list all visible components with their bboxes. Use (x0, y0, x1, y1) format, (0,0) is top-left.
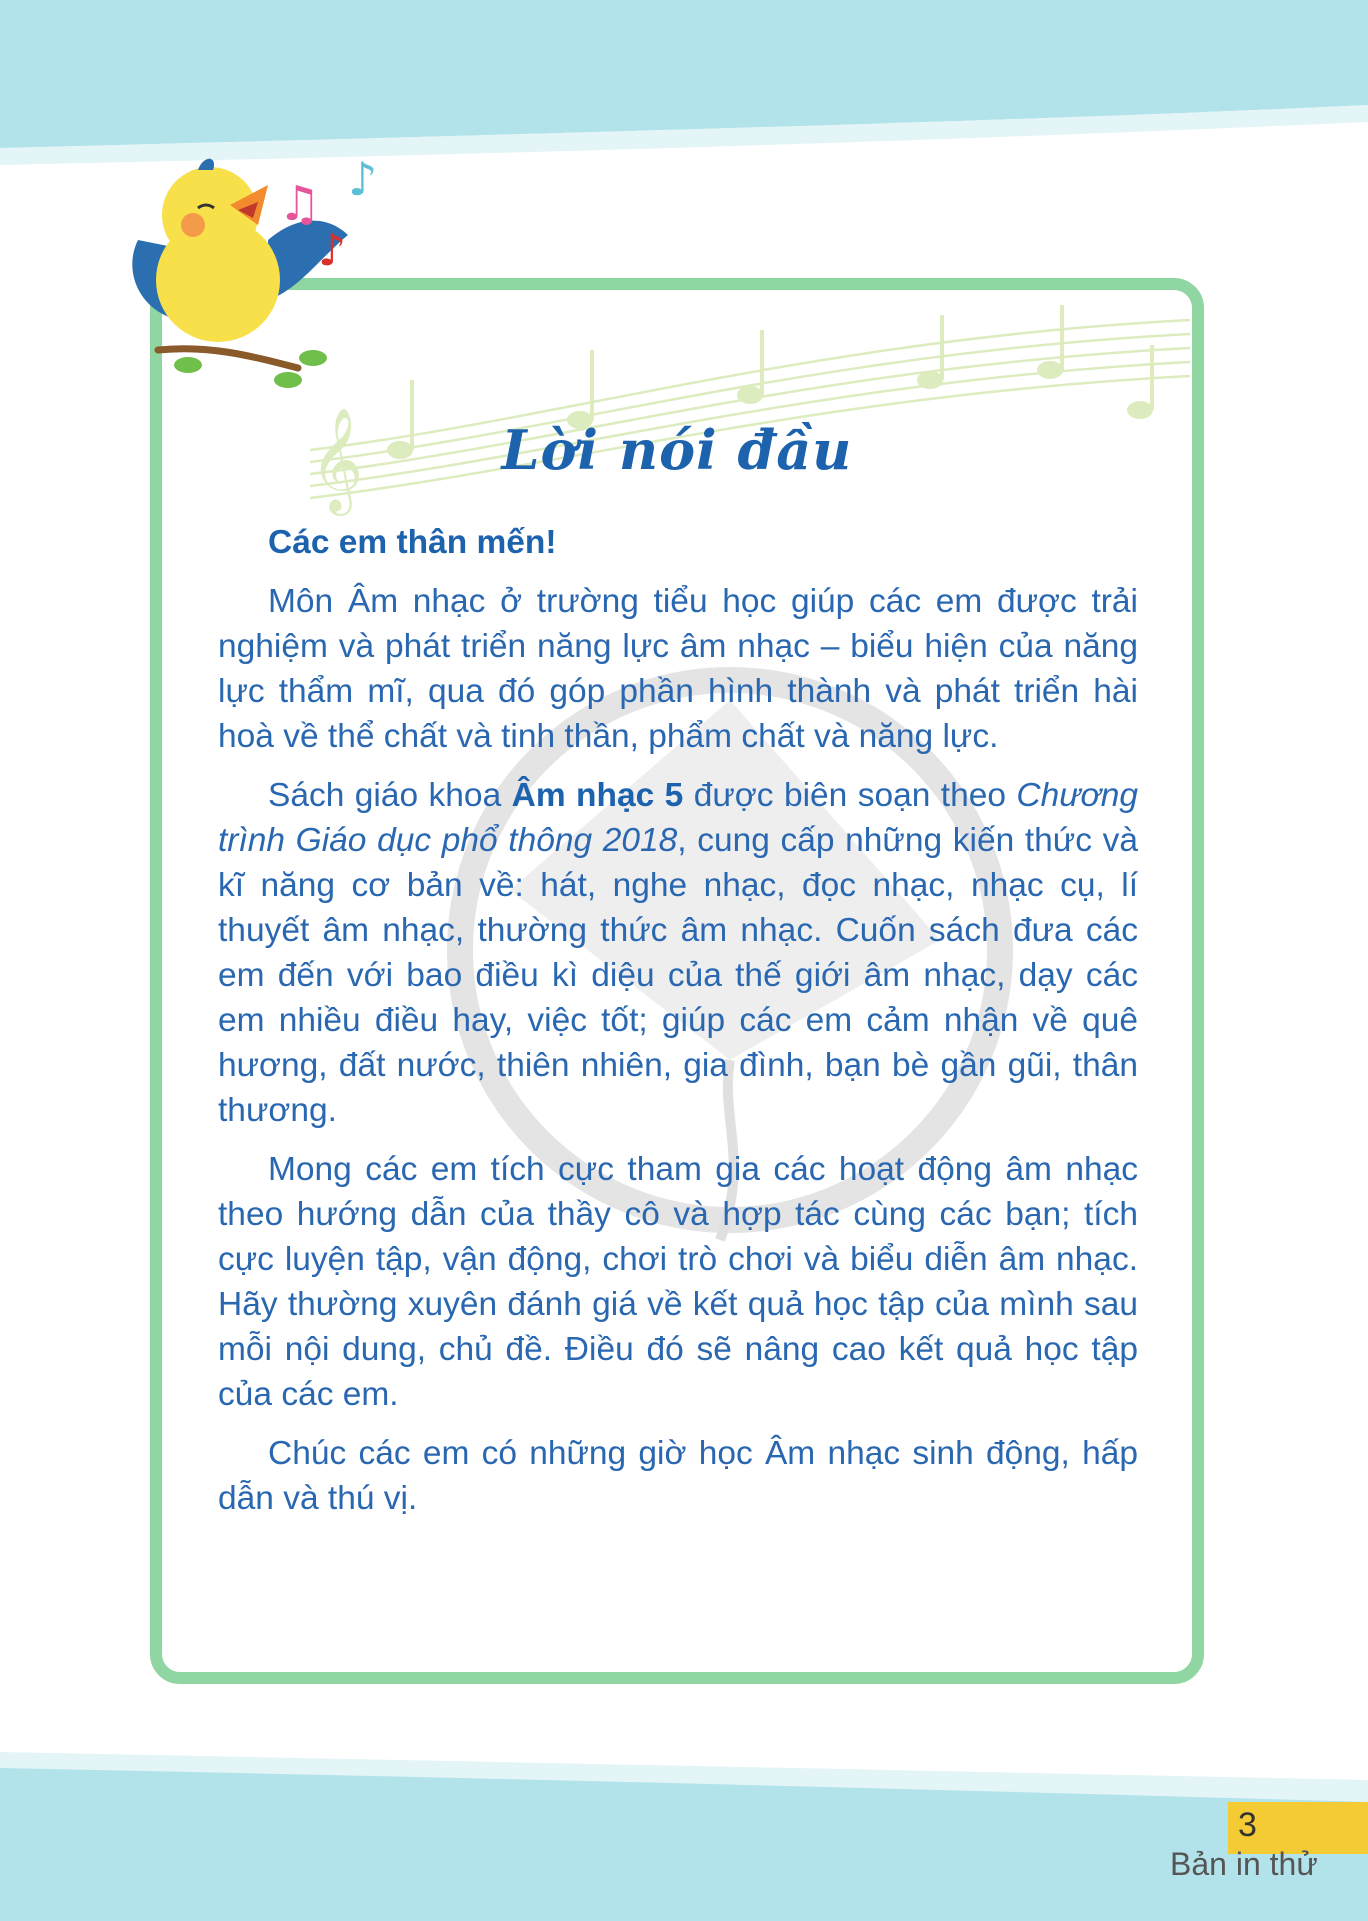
singing-bird-icon (118, 140, 448, 400)
paragraph-3: Mong các em tích cực tham gia các hoạt động âm nhạc theo hướng dẫn của thầy cô và hợp tác cùng các bạn; tích cực luyện tập, vận động, chơi trò chơi và biểu diễn âm nhạc. Hãy thường xuyên đánh giá về kết quả học tập của mình sau mỗi nội dung, chủ đề. Điều đó sẽ nâng cao kết quả học tập của các em. (218, 1151, 1138, 1413)
page-number: 3 (1238, 1806, 1257, 1844)
bottom-decorative-band (0, 1740, 1368, 1921)
svg-text:𝄞: 𝄞 (310, 407, 364, 512)
paragraph-4: Chúc các em có những giờ học Âm nhạc sinh động, hấp dẫn và thú vị. (218, 1435, 1138, 1517)
paragraph-2-part-2: được biên soạn theo (683, 777, 1017, 814)
book-name: Âm nhạc 5 (511, 777, 684, 814)
paragraph-2 (218, 773, 1138, 1133)
paragraph-1: Môn Âm nhạc ở trường tiểu học giúp các em được trải nghiệm và phát triển năng lực âm nhạc – biểu hiện của năng lực thẩm mĩ, qua đó góp phần hình thành và phát triển hài hoà về thể chất và tinh thần, phẩm chất và năng lực. (218, 583, 1138, 755)
print-status-label: Bản in thử (1170, 1846, 1318, 1882)
svg-text:♪: ♪ (348, 152, 378, 206)
paragraph-2-part-3: , cung cấp những kiến thức và kĩ năng cơ bản về: hát, nghe nhạc, đọc nhạc, nhạc cụ, lí thuyết âm nhạc, thường thức âm nhạc. Cuốn sách đưa các em đến với bao điều kì diệu của thế giới âm nhạc, dạy các em nhiều điều hay, việc tốt; giúp các em cảm nhận về quê hương, đất nước, thiên nhiên, gia đình, bạn bè gần gũi, thân thương. (218, 822, 1139, 1129)
svg-text:♪: ♪ (318, 225, 347, 276)
page-title: Lời nói đầu (501, 418, 853, 482)
program-name: Chương trình Giáo dục phổ thông 2018 (218, 777, 1138, 859)
preface-body (218, 520, 1138, 1535)
svg-text:♫: ♫ (278, 176, 322, 232)
paragraph-2-part-1: Sách giáo khoa (268, 777, 512, 814)
greeting: Các em thân mến! (268, 524, 557, 561)
